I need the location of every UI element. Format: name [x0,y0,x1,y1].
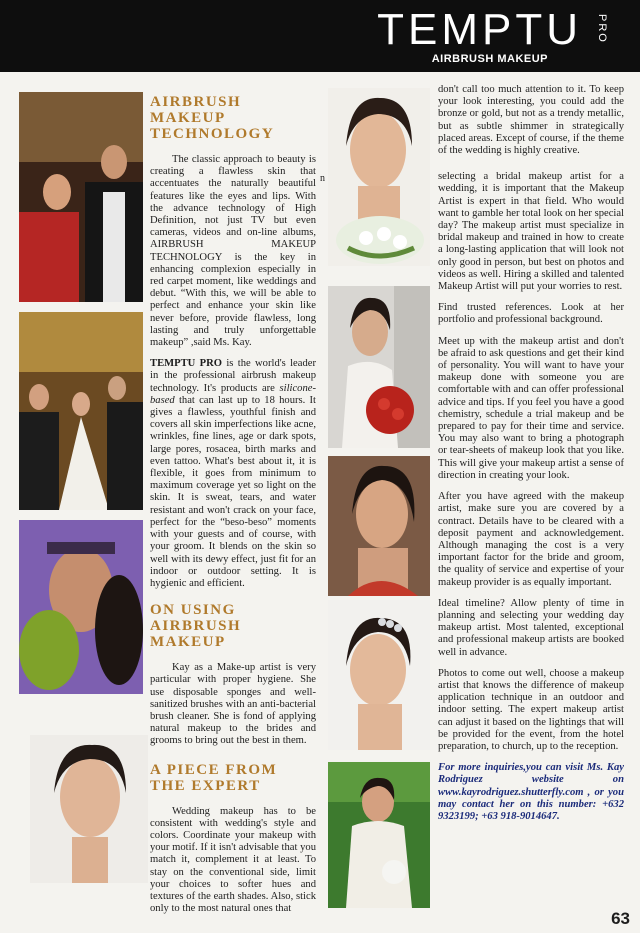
paragraph-wedding-makeup: Wedding makeup has to be consistent with wedding's style and colors. Coordinate your makeup with your motif. If it isn't advisable that you match it, complement it at least. To stay on the conventional side, limit your choices to softer hues and textures of the earth shades. Also, stick only to the most natural ones that [150,805,316,915]
paragraph-trusted-references: Find trusted references. Look at her portfolio and professional background. [438,302,624,326]
paragraph-classic-approach: The classic approach to beauty is creating a flawless skin that accentuates the naturally beautiful features like the eyes and lips. With the advance technology of High Definition, not just TV but even cameras, videos and on-line albums, AIRBRUSH MAKEUP TECHNOLOGY is the key in enhancing complexion especially in red carpet moment, like weddings and debut. “With this, we will be able to perfect and enhance your skin like never before, provide flawless, long lasting and truly unforgettable makeup” ,said Ms. Kay. [150,154,316,349]
temptu-pro-text-a: is the world's leader in the professional airbrush makeup technology. It's products are [150,358,316,394]
paragraph-timeline: Ideal timeline? Allow plenty of time in planning and selecting your wedding day makeup artist. Most talented, exceptional and professional makeup artists are booked well in advance. [438,597,624,658]
paragraph-meet-up: Meet up with the makeup artist and don't be afraid to ask questions and get their kind of personality. You will want to have your makeup done with someone you are comfortable with and can offer professional advice and tips. If you feel you have a good chemistry, schedule a trial makeup and be prepared to pay for their time and service. You may also want to bring a photograph or tear-sheets of makeup look that you like. This will give your makeup artist a sense of direction in creating your look. [438,335,624,481]
article-column-left [150,94,316,924]
photo-model-headdress [19,520,143,694]
page-number: 63 [611,909,630,928]
photo-bride-bouquet [328,88,430,266]
heading-piece-from-expert: A PIECE FROM THE EXPERT [150,761,278,794]
paragraph-temptu-pro [150,358,316,590]
photo-bride-roses [328,286,430,448]
paragraph-selecting-artist: selecting a bridal makeup artist for a wedding, it is important that the Makeup Artist is expert in that field. Who would want to gamble her total look on her special day? The makeup artist must specialize in bridal makeup and trained in how to create a long-lasting application that will look not only good in person, but best on photos and videos as well. Hiring a skilled and talented Makeup Artist will put your worries to rest. [438,171,624,293]
photo-bride-tiara [328,600,430,750]
stray-letter: n [320,173,325,184]
contact-info: For more inquiries,you can visit Ms. Kay Rodriguez website on www.kayrodriguez.shutterfly.com , or you may contact her on this number: +632 9323199; +63 918-9014647. [438,762,624,822]
brand-subtitle: AIRBRUSH MAKEUP [431,53,548,65]
paragraph-hygiene: Kay as a Make-up artist is very particular with proper hygiene. She use disposable sponges and well-sanitized brushes with an anti-bacterial brush cleaner. She is fond of applying natural makeup to the brides and grooms to bring out the best in them. [150,662,316,747]
temptu-pro-label: TEMPTU PRO [150,358,223,370]
photo-model-portrait [328,456,430,596]
paragraph-bronze-gold: don't call too much attention to it. To keep your look interesting, you could add the bronze or gold, but not as a trendy metallic, but as subtle shimmer in strategically placed areas. Except of course, if the theme of the wedding is highly creative. [438,84,624,157]
paragraph-photos: Photos to come out well, choose a makeup artist that knows the difference of makeup application technique in an outdoor and indoor setting. The expert makeup artist can adjust it based on the lightings that will be provided for the event, from the hotel preparation, to church, up to the reception. [438,667,624,752]
photo-bride-closeup [30,735,148,883]
silicone-based-term: silicone-based [150,382,316,406]
heading-using-airbrush: ON USING AIRBRUSH MAKEUP [150,602,242,651]
heading-airbrush-technology: AIRBRUSH MAKEUP TECHNOLOGY [150,94,275,142]
paragraph-contract: After you have agreed with the makeup artist, make sure you are covered by a contract. Details have to be cleared with a deposit payment and acknowledgement. Although managing the cost is a very important factor for the bride and groom, the quality of service and expertise of your makeup provider is as equally important. [438,491,624,588]
photo-bride-garden [328,762,430,908]
brand-logo: TEMPTU [377,5,582,54]
temptu-pro-text-b: that can last up to 18 hours. It gives a flawless, youthful finish and covers all skin imperfections like acne, wrinkles, fine lines, age or dark spots, large pores, rosacea, birth marks and even tattoo. What's best about it, it is flexible, it goes from minimum to maximum coverage yet so light on the skin. It is sweat, tears, and water resistant and won't crack on your face, perfect for the “beso-beso” moments with your guests and of course, with your groom. It blends on the skin so well with its dewy effect, just fit for an indoor or outdoor setting. It is hygienic and efficient. [150,394,316,589]
brand-pro-label: PRO [596,14,608,44]
article-column-right [438,84,624,832]
photo-couple-party [19,92,143,302]
photo-wedding-group [19,312,143,510]
magazine-header [0,0,640,72]
